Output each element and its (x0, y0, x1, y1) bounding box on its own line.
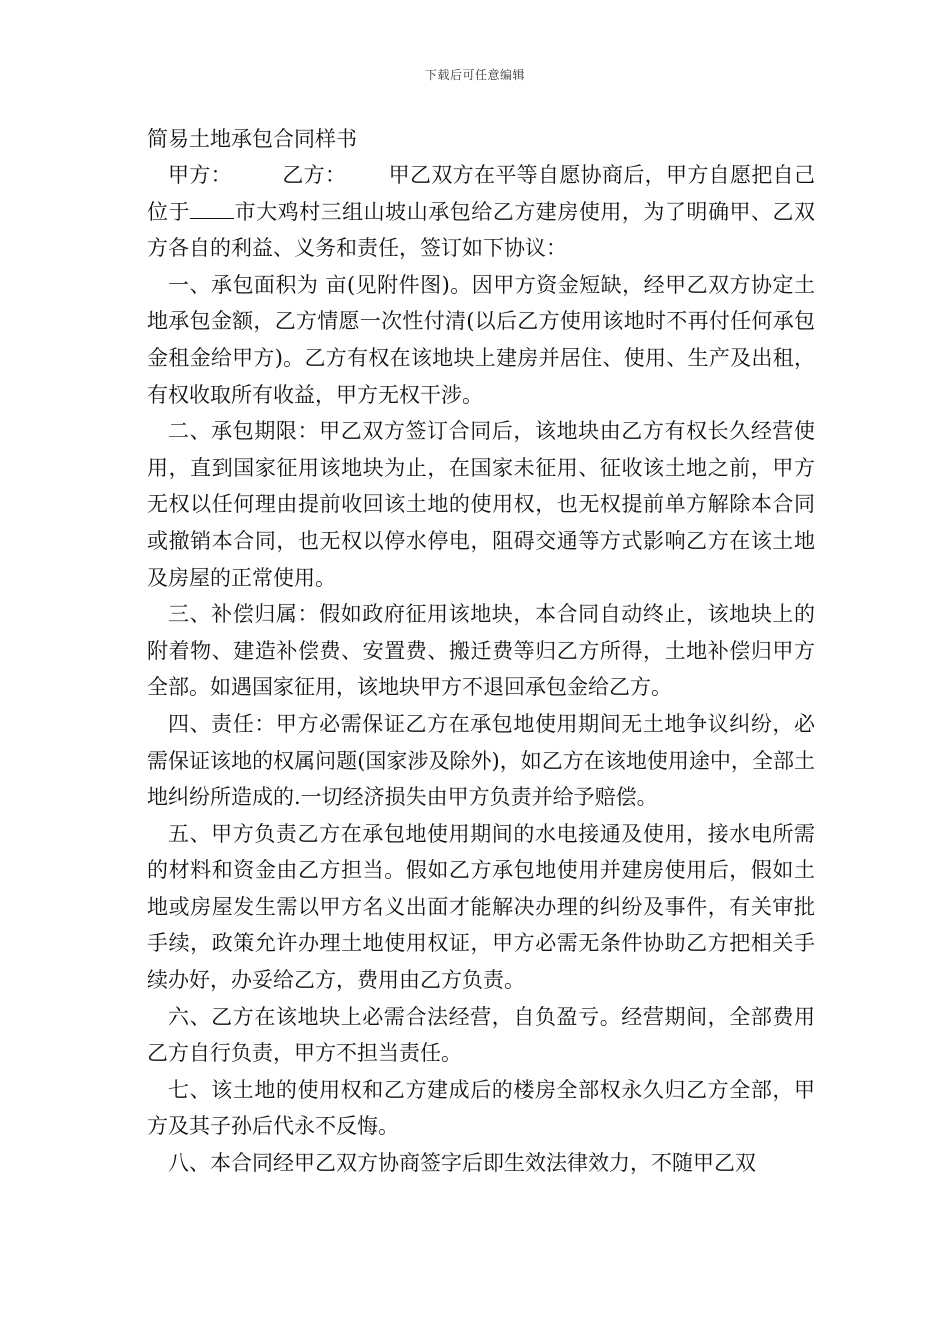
preamble-text-end: 市大鸡村三组山坡山承包给乙方建房使用，为了明确甲、乙双方各自的利益、义务和责任，签订如下协议： (147, 199, 816, 261)
preamble-paragraph (147, 157, 815, 267)
clause-4: 四、责任：甲方必需保证乙方在承包地使用期间无土地争议纠纷，必需保证该地的权属问题(国家涉及除外)，如乙方在该地使用途中，全部土地纠纷所造成的.一切经济损失由甲方负责并给予赔偿。 (147, 711, 815, 810)
party-b-label: 乙方： (282, 163, 347, 187)
party-a-label: 甲方： (168, 163, 232, 187)
page-header: 下载后可任意编辑 (424, 68, 525, 82)
clause-8: 八、本合同经甲乙双方协商签字后即生效法律效力，不随甲乙双 (168, 1151, 756, 1176)
clause-5: 五、甲方负责乙方在承包地使用期间的水电接通及使用，接水电所需的材料和资金由乙方担当。假如乙方承包地使用并建房使用后，假如土地或房屋发生需以甲方名义出面才能解决办理的纠纷及事件，有关审批手续，政策允许办理土地使用权证，甲方必需无条件协助乙方把相关手续办好，办妥给乙方，费用由乙方负责。 (147, 821, 815, 993)
document-title: 简易土地承包合同样书 (147, 127, 357, 151)
clause-7: 七、该土地的使用权和乙方建成后的楼房全部权永久归乙方全部，甲方及其子孙后代永不反悔。 (147, 1077, 815, 1139)
clause-1: 一、承包面积为 亩(见附件图)。因甲方资金短缺，经甲乙双方协定土地承包金额，乙方情愿一次性付清(以后乙方使用该地时不再付任何承包金租金给甲方)。乙方有权在该地块上建房并居住、使用、生产及出租，有权收取所有收益，甲方无权干涉。 (147, 272, 815, 407)
clause-6: 六、乙方在该地块上必需合法经营，自负盈亏。经营期间，全部费用乙方自行负责，甲方不担当责任。 (147, 1004, 815, 1066)
location-blank (190, 200, 234, 219)
document-body (147, 121, 815, 1182)
preamble-text-start: 甲乙双方在平等自愿协商后，甲方自愿把自己位于 (147, 163, 816, 224)
clause-3: 三、补偿归属：假如政府征用该地块，本合同自动终止，该地块上的附着物、建造补偿费、安置费、搬迁费等归乙方所得，土地补偿归甲方全部。如遇国家征用，该地块甲方不退回承包金给乙方。 (147, 602, 815, 700)
clause-2: 二、承包期限：甲乙双方签订合同后，该地块由乙方有权长久经营使用，直到国家征用该地块为止，在国家未征用、征收该土地之前，甲方无权以任何理由提前收回该土地的使用权，也无权提前单方解除本合同或撤销本合同，也无权以停水停电，阻碍交通等方式影响乙方在该土地及房屋的正常使用。 (147, 419, 815, 590)
